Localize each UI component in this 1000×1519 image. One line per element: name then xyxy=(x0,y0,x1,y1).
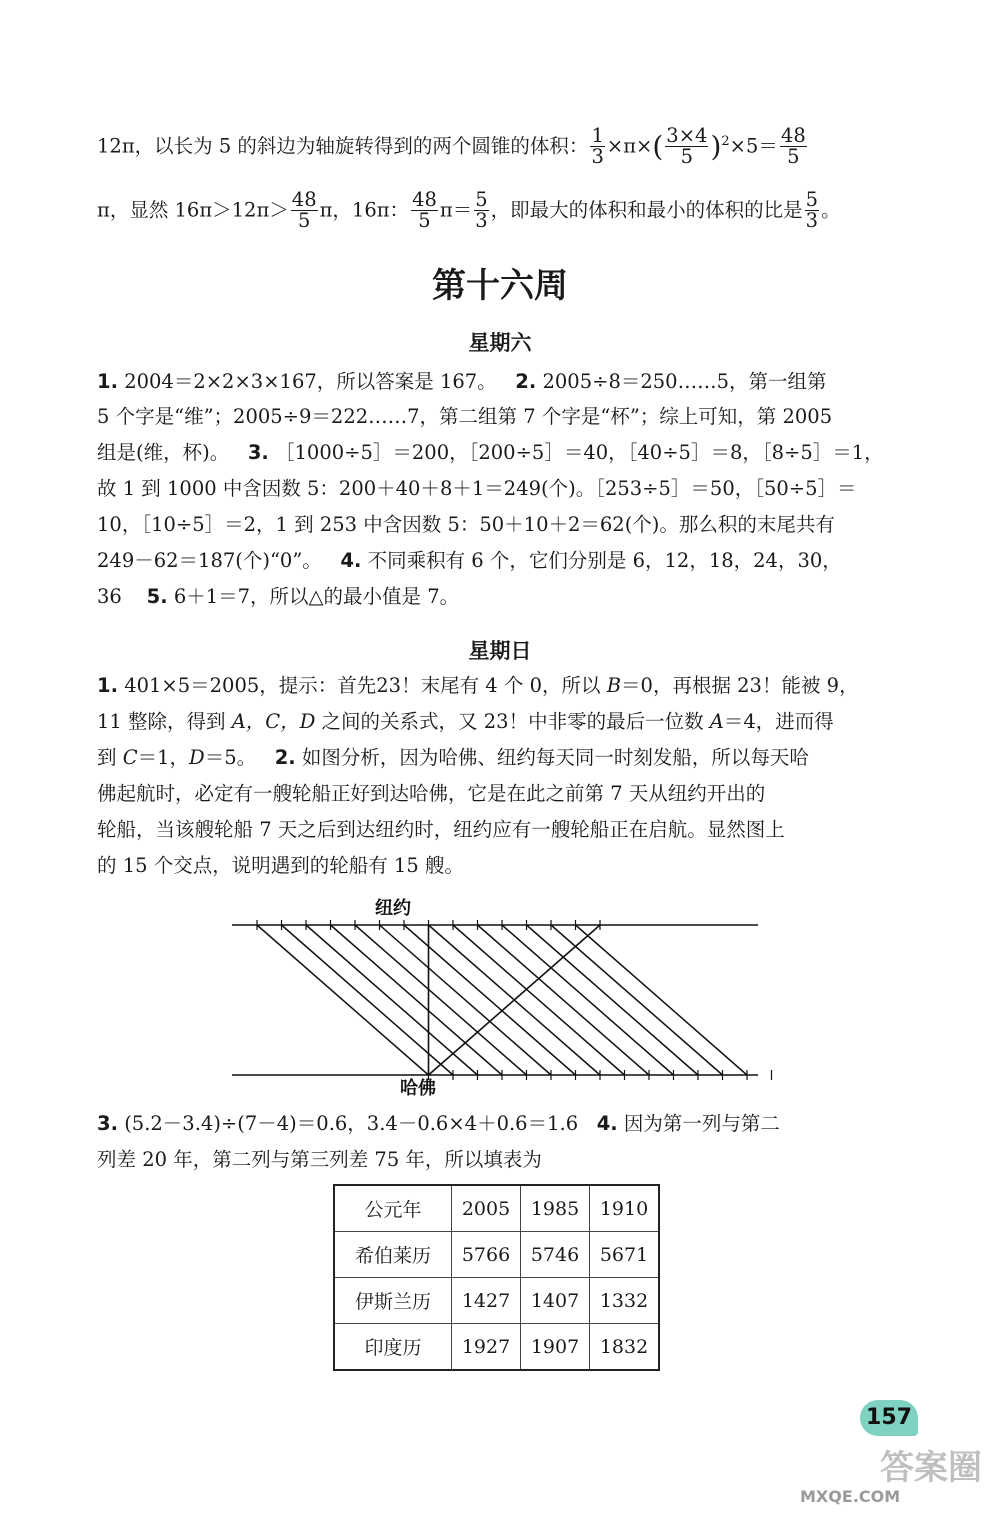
text: 11 整除，得到 xyxy=(97,710,232,733)
table-cell: 公元年 xyxy=(334,1185,452,1232)
text: 36 xyxy=(97,585,122,608)
text: ＝5。 xyxy=(204,746,257,769)
item-number: 2. xyxy=(515,370,537,393)
denominator: 5 xyxy=(787,145,800,169)
denominator: 3 xyxy=(475,209,488,233)
text: 6＋1＝7，所以△的最小值是 7。 xyxy=(173,585,460,608)
text: ［1000÷5］＝200，［200÷5］＝40，［40÷5］＝8，［8÷5］＝1， xyxy=(275,441,884,464)
variable: C xyxy=(122,746,138,769)
watermark-logo: 答案圈 xyxy=(880,1448,982,1488)
ship-path-ny-to-harvard xyxy=(478,925,650,1075)
variables: A，C，D xyxy=(231,710,316,733)
text: ＝0，再根据 23！能被 9， xyxy=(621,674,859,697)
ship-path-ny-to-harvard xyxy=(257,925,429,1075)
text: 的 15 个交点，说明遇到的轮船有 15 艘。 xyxy=(97,854,464,877)
sun-line-7 xyxy=(97,1112,780,1136)
denominator: 5 xyxy=(680,145,694,169)
table-cell: 希伯莱历 xyxy=(334,1232,452,1278)
sun-line-8 xyxy=(97,1148,542,1172)
item-number: 4. xyxy=(596,1112,618,1135)
week-title: 第十六周 xyxy=(432,266,568,306)
text: ×5＝ xyxy=(729,134,778,158)
exponent: 2 xyxy=(721,133,730,149)
item-number: 3. xyxy=(97,1112,118,1135)
saturday-title: 星期六 xyxy=(468,331,532,355)
calendar-table xyxy=(333,1184,660,1371)
numerator: 3×4 xyxy=(666,124,708,147)
denominator: 3 xyxy=(591,145,604,169)
denominator: 5 xyxy=(297,209,311,233)
text: ＝4，进而得 xyxy=(723,710,834,733)
newyork-label: 纽约 xyxy=(375,898,411,919)
harvard-label: 哈佛 xyxy=(400,1078,436,1099)
text: 如图分析，因为哈佛、纽约每天同一时刻发船，所以每天哈 xyxy=(301,746,809,769)
ship-path-ny-to-harvard xyxy=(502,925,674,1075)
text: 2005÷8＝250……5，第一组第 xyxy=(542,370,827,393)
denominator: 5 xyxy=(418,209,431,233)
text: ×π× xyxy=(606,134,653,158)
numerator: 5 xyxy=(805,188,819,211)
ship-path-ny-to-harvard xyxy=(453,925,625,1075)
ship-path-ny-to-harvard xyxy=(380,925,552,1075)
item-number: 3. xyxy=(247,441,269,464)
table-cell: 1985 xyxy=(521,1185,590,1232)
text: 故 1 到 1000 中含因数 5：200＋40＋8＋1＝249(个)。［253÷5］＝50，［50÷5］＝ xyxy=(97,477,857,500)
denominator: 3 xyxy=(805,209,819,233)
diagram-lines xyxy=(257,920,772,1080)
text: 。 xyxy=(821,198,841,222)
ship-path-ny-to-harvard xyxy=(527,925,699,1075)
table-cell: 1910 xyxy=(590,1185,660,1232)
numerator: 1 xyxy=(591,124,604,147)
text: 10，［10÷5］＝2，1 到 253 中含因数 5：50＋10＋2＝62(个)。那么积的末尾共有 xyxy=(97,513,835,536)
text: 因为第一列与第二 xyxy=(623,1112,780,1135)
text: (5.2－3.4)÷(7－4)＝0.6，3.4－0.6×4＋0.6＝1.6 xyxy=(124,1112,579,1135)
ship-path-ny-to-harvard xyxy=(331,925,503,1075)
table-cell: 1427 xyxy=(452,1278,521,1324)
item-number: 4. xyxy=(340,549,362,572)
text: 到 xyxy=(97,746,123,769)
text: 组是(维，杯)。 xyxy=(97,441,230,464)
table-cell: 1407 xyxy=(521,1278,590,1324)
text: ＝1， xyxy=(137,746,190,769)
table-cell: 1332 xyxy=(590,1278,660,1324)
numerator: 48 xyxy=(291,188,317,211)
text: 12π，以长为 5 的斜边为轴旋转得到的两个圆锥的体积： xyxy=(97,134,589,158)
watermark-url: MXQE.COM xyxy=(800,1487,901,1506)
text: 之间的关系式，又 23！中非零的最后一位数 xyxy=(315,710,710,733)
text: π＝ xyxy=(439,198,473,222)
ship-path-ny-to-harvard xyxy=(355,925,527,1075)
numerator: 48 xyxy=(780,124,806,147)
paren-close: ) xyxy=(710,129,722,163)
text: 列差 20 年，第二列与第三列差 75 年，所以填表为 xyxy=(97,1148,542,1171)
text: π，16π： xyxy=(319,198,410,222)
numerator: 5 xyxy=(475,188,488,211)
item-number: 2. xyxy=(274,746,296,769)
item-number: 1. xyxy=(97,674,118,697)
variable: B xyxy=(606,674,622,697)
table-cell: 2005 xyxy=(452,1185,521,1232)
item-number: 5. xyxy=(146,585,168,608)
ship-path-ny-to-harvard xyxy=(404,925,576,1075)
numerator: 48 xyxy=(412,188,437,211)
text: 401×5＝2005，提示：首先23！末尾有 4 个 0，所以 xyxy=(124,674,607,697)
text: π，显然 16π＞12π＞ xyxy=(97,198,289,222)
text: 佛起航时，必定有一艘轮船正好到达哈佛，它是在此之前第 7 天从纽约开出的 xyxy=(97,782,766,805)
text: ，即最大的体积和最小的体积的比是 xyxy=(490,198,803,222)
table-row xyxy=(334,1185,659,1232)
ship-path-ny-to-harvard xyxy=(576,925,748,1075)
text: 不同乘积有 6 个，它们分别是 6，12，18，24，30， xyxy=(367,549,842,572)
variable: D xyxy=(189,746,205,769)
paren-open: ( xyxy=(652,129,664,163)
ship-path-ny-to-harvard xyxy=(282,925,454,1075)
table-cell: 5746 xyxy=(521,1232,590,1278)
text: 249－62＝187(个)“0”。 xyxy=(97,549,322,572)
table-cell: 1907 xyxy=(521,1324,590,1371)
table-row xyxy=(334,1232,659,1278)
text: 5 个字是“维”；2005÷9＝222……7，第二组第 7 个字是“杯”；综上可知，第 2005 xyxy=(97,405,833,428)
table-row xyxy=(334,1278,659,1324)
text: 2004＝2×2×3×167，所以答案是 167。 xyxy=(124,370,497,393)
sunday-title: 星期日 xyxy=(468,639,532,663)
page-number: 157 xyxy=(860,1400,918,1436)
table-cell: 5766 xyxy=(452,1232,521,1278)
text: 轮船，当该艘轮船 7 天之后到达纽约时，纽约应有一艘轮船正在启航。显然图上 xyxy=(97,818,785,841)
table-cell: 印度历 xyxy=(334,1324,452,1371)
table-cell: 伊斯兰历 xyxy=(334,1278,452,1324)
table-cell: 5671 xyxy=(590,1232,660,1278)
variable: A xyxy=(709,710,724,733)
item-number: 1. xyxy=(97,370,118,393)
table-cell: 1832 xyxy=(590,1324,660,1371)
ship-path-ny-to-harvard xyxy=(551,925,723,1075)
ship-path-ny-to-harvard xyxy=(306,925,478,1075)
table-cell: 1927 xyxy=(452,1324,521,1371)
table-row xyxy=(334,1324,659,1371)
